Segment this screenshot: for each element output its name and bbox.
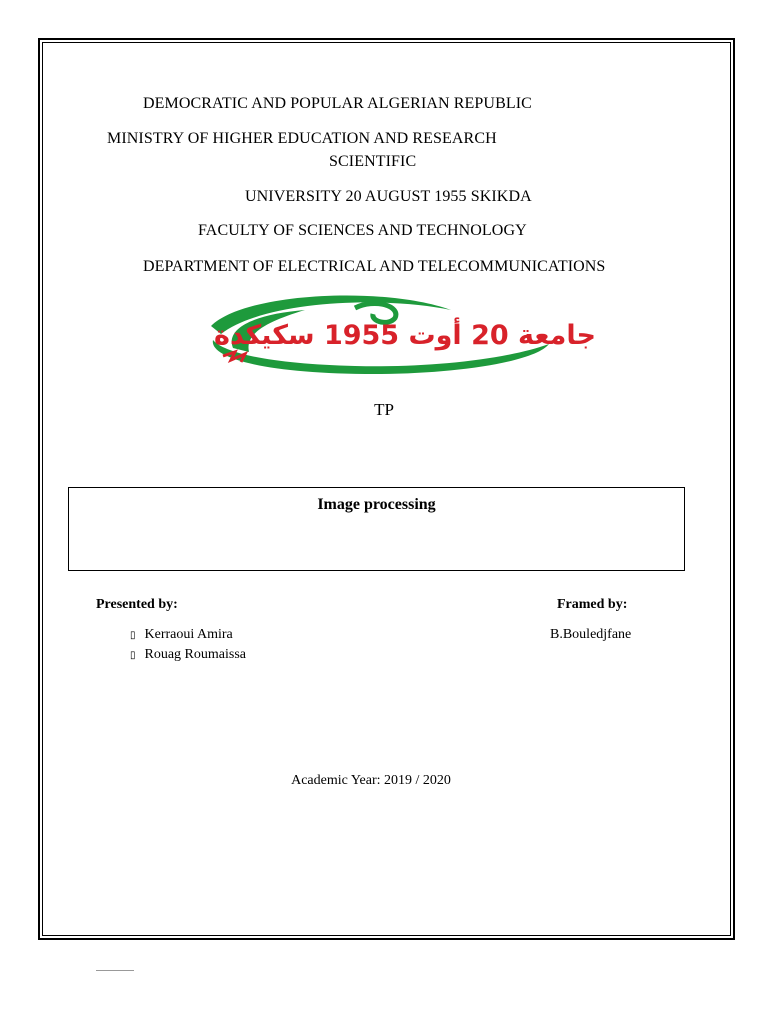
ministry-heading-continued: SCIENTIFIC: [329, 153, 417, 170]
logo-arabic-text: جامعة 20 أوت 1955 سكيكدة: [214, 320, 596, 351]
ministry-heading: MINISTRY OF HIGHER EDUCATION AND RESEARCH: [107, 130, 497, 147]
republic-heading: DEMOCRATIC AND POPULAR ALGERIAN REPUBLIC: [143, 95, 532, 112]
supervisor-name: B.Bouledjfane: [550, 627, 632, 642]
department-heading: DEPARTMENT OF ELECTRICAL AND TELECOMMUNICATIONS: [143, 258, 606, 275]
subject-title: Image processing: [317, 496, 436, 513]
presenter-item: [130, 647, 246, 663]
bullet-icon: ▯: [130, 630, 136, 641]
presenter-name: Kerraoui Amira: [144, 627, 233, 642]
presented-by-label: Presented by:: [96, 597, 178, 612]
university-heading: UNIVERSITY 20 AUGUST 1955 SKIKDA: [245, 188, 532, 205]
document-type: TP: [374, 400, 394, 419]
bullet-icon: ▯: [130, 650, 136, 661]
presenter-item: [130, 627, 233, 643]
subject-box: [68, 487, 685, 571]
academic-year: Academic Year: 2019 / 2020: [291, 773, 451, 788]
faculty-heading: FACULTY OF SCIENCES AND TECHNOLOGY: [198, 222, 527, 239]
footnote-separator: [96, 970, 134, 971]
presenter-name: Rouag Roumaissa: [144, 647, 246, 662]
framed-by-label: Framed by:: [557, 597, 628, 612]
university-logo: [205, 288, 596, 380]
